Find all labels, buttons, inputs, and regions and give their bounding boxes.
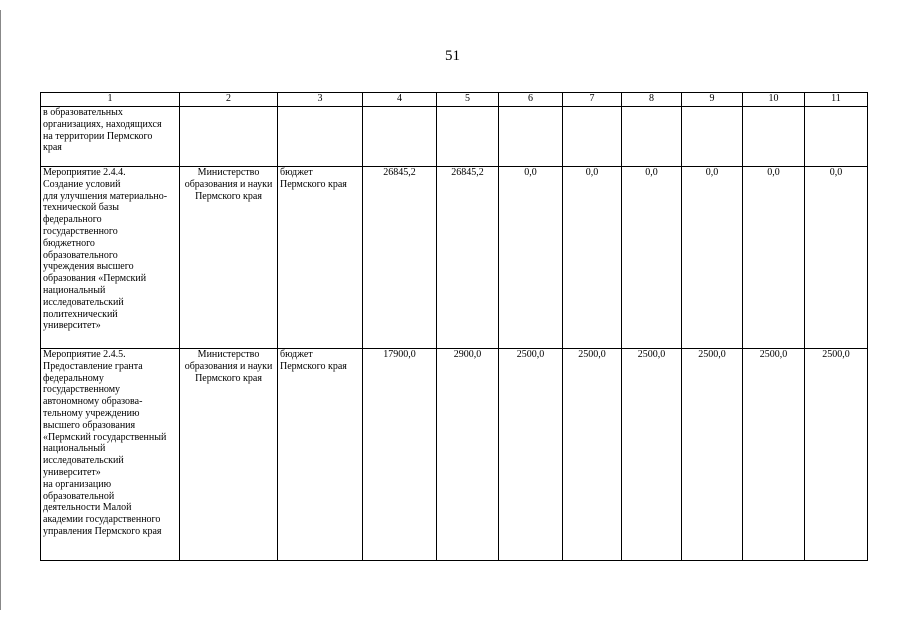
activity-name-cell [41,107,180,167]
activity-name-line: Создание условий [43,178,121,190]
amount-cell [437,107,499,167]
amount-value: 0,0 [829,167,843,178]
column-header: 6 [499,93,563,107]
amount-cell [363,167,437,349]
amount-value: 0,0 [705,167,719,178]
amount-cell [743,107,805,167]
activity-name-line: государственного [43,225,118,237]
activity-name-line: управления Пермского края [43,525,162,537]
table-row [41,167,868,349]
activity-name-line: федерального [43,214,102,226]
activity-name-line: автономному образова- [43,396,143,408]
column-header: 8 [622,93,682,107]
funding-source-line: Пермского края [280,178,347,190]
executor-line: образования и науки [184,360,273,372]
activity-name-line: края [43,142,62,154]
funding-source-cell [278,349,363,561]
executor-cell [180,349,278,561]
amount-value: 2500,0 [578,349,606,360]
amount-value: 2500,0 [698,349,726,360]
amount-value: 0,0 [767,167,780,178]
budget-table [40,92,868,561]
activity-name-line: образования «Пермский [43,273,147,285]
column-header: 5 [437,93,499,107]
activity-name-line: деятельности Малой [43,502,132,514]
amount-cell [363,107,437,167]
funding-source-line: бюджет [280,349,313,360]
activity-name-line: Мероприятие 2.4.5. [43,349,126,360]
amount-value: 0,0 [645,167,658,178]
page-number: 51 [445,48,460,64]
activity-name-line: высшего образования [43,419,136,431]
executor-line: Пермского края [195,372,262,384]
amount-cell [805,349,868,561]
column-header: 9 [682,93,743,107]
activity-name-line: на организацию [43,478,112,490]
amount-cell [682,107,743,167]
activity-name-line: федеральному [43,372,104,384]
amount-value: 0,0 [524,167,537,178]
amount-value: 2900,0 [453,349,482,360]
executor-line: Министерство [197,349,260,360]
activity-name-line: бюджетного [43,237,95,249]
amount-cell [499,167,563,349]
amount-cell [363,349,437,561]
amount-cell [499,349,563,561]
funding-source-line: Пермского края [280,360,347,372]
activity-name-line: технической базы [43,202,119,214]
activity-name-cell [41,167,180,349]
activity-name-line: в образовательных [43,107,123,118]
activity-name-line: тельному учреждению [43,407,140,419]
amount-value: 26845,2 [451,167,484,178]
activity-name-line: политехнический [43,308,118,320]
amount-cell [622,167,682,349]
column-header: 11 [805,93,868,107]
activity-name-line: университет» [43,320,101,332]
amount-value: 2500,0 [822,349,850,360]
column-header: 1 [41,93,180,107]
amount-value: 2500,0 [516,349,545,360]
executor-line: Министерство [197,167,260,178]
amount-cell [437,349,499,561]
table-row [41,107,868,167]
activity-name-line: на территории Пермского [43,130,153,142]
activity-name-cell [41,349,180,561]
activity-name-line: для улучшения материально- [43,190,168,202]
left-edge-line [0,10,1,610]
table-row [41,349,868,561]
executor-cell [180,167,278,349]
amount-cell [563,167,622,349]
funding-source-cell [278,107,363,167]
activity-name-line: национальный [43,284,106,296]
activity-name-line: Предоставление гранта [43,360,143,372]
funding-source-cell [278,167,363,349]
funding-source-line: бюджет [280,167,313,178]
amount-value: 2500,0 [637,349,666,360]
column-header: 10 [743,93,805,107]
activity-name-line: образовательной [43,490,115,502]
column-header: 2 [180,93,278,107]
activity-name-line: учреждения высшего [43,261,134,273]
amount-value: 17900,0 [383,349,416,360]
executor-line: Пермского края [195,190,262,202]
amount-cell [437,167,499,349]
activity-name-line: Мероприятие 2.4.4. [43,167,126,178]
amount-value: 0,0 [585,167,599,178]
amount-cell [563,349,622,561]
activity-name-line: исследовательский [43,296,124,308]
activity-name-line: «Пермский государственный [43,431,167,443]
activity-name-line: исследовательский [43,455,124,467]
table-header-row [41,93,868,107]
column-header: 4 [363,93,437,107]
amount-cell [622,107,682,167]
activity-name-line: академии государственного [43,514,161,526]
amount-cell [622,349,682,561]
amount-value: 26845,2 [383,167,416,178]
activity-name-line: образовательного [43,249,118,261]
activity-name-line: национальный [43,443,106,455]
amount-cell [682,349,743,561]
activity-name-line: организациях, находящихся [43,118,162,130]
amount-cell [805,107,868,167]
amount-cell [563,107,622,167]
activity-name-line: университет» [43,466,101,478]
amount-cell [805,167,868,349]
amount-cell [499,107,563,167]
amount-value: 2500,0 [759,349,788,360]
amount-cell [682,167,743,349]
executor-line: образования и науки [184,178,273,190]
amount-cell [743,167,805,349]
executor-cell [180,107,278,167]
activity-name-line: государственному [43,384,121,396]
amount-cell [743,349,805,561]
column-header: 7 [563,93,622,107]
column-header: 3 [278,93,363,107]
